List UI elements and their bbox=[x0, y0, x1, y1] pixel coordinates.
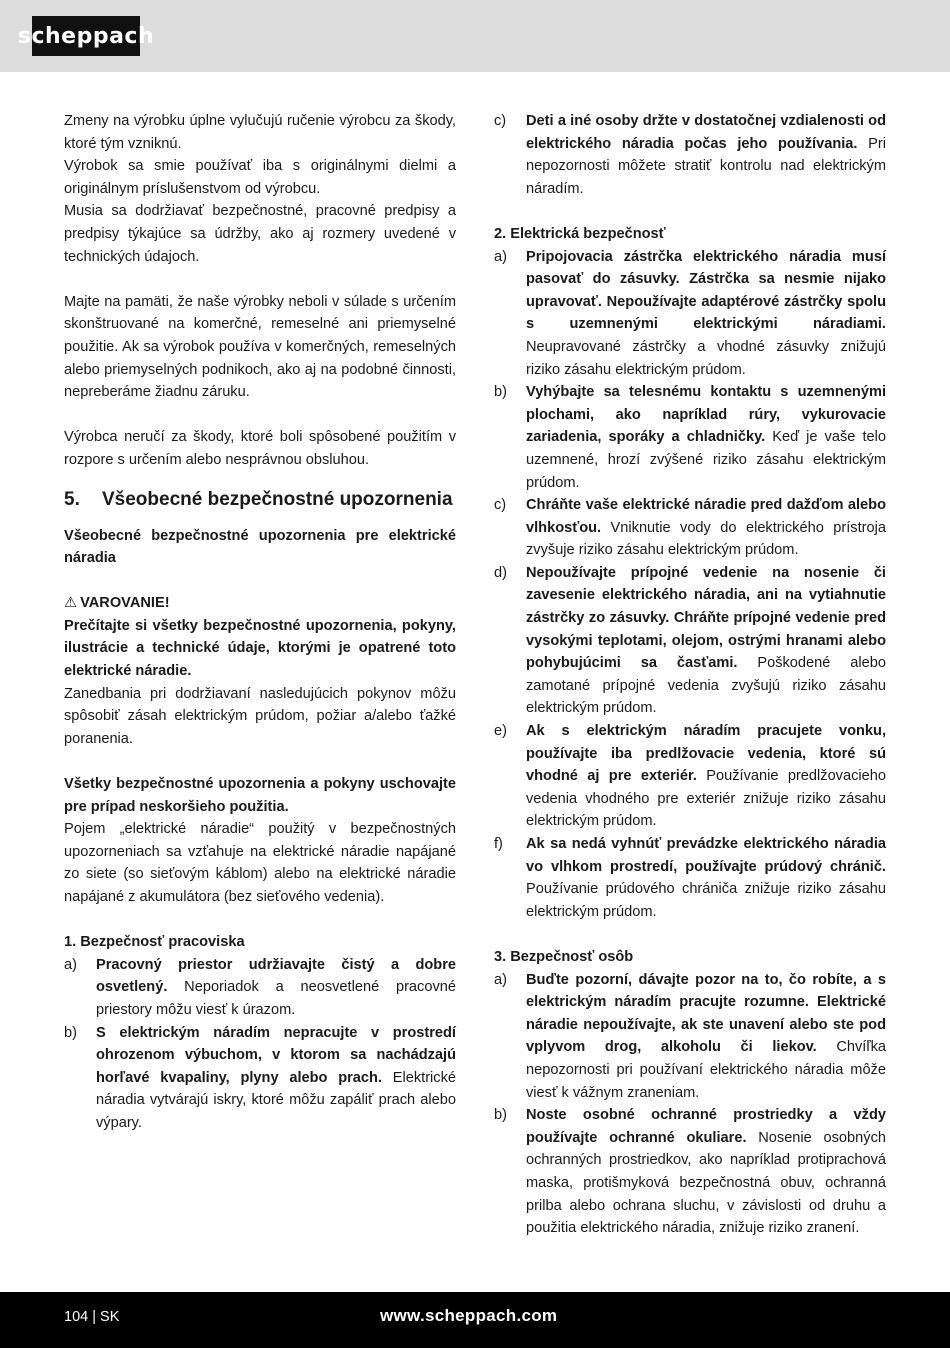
item-text: Nosenie osobných ochranných prostriedkov, ako napríklad protiprachová maska, protišmyková bezpečnostná obuv, ochranná prilba alebo ochrana sluchu, v závislosti od druhu a použitia elektrického náradia, znižuje riziko zranení. bbox=[526, 1129, 886, 1237]
list-item bbox=[494, 562, 886, 720]
item-text: Chvíľka nepozornosti pri používaní elektrického náradia môže viesť k vážnym zraneniam. bbox=[526, 1039, 887, 1101]
item-label: a) bbox=[64, 956, 77, 973]
page-number: 104 bbox=[64, 1309, 89, 1325]
item-text: Neporiadok a neosvetlené pracovné priestory môžu viesť k úrazom. bbox=[96, 979, 456, 1018]
list-item bbox=[494, 381, 886, 494]
subheading: Všeobecné bezpečnostné upozornenia pre elektrické náradia bbox=[64, 527, 456, 567]
language-code: SK bbox=[100, 1309, 120, 1325]
warning-label: VAROVANIE! bbox=[80, 595, 170, 612]
item-label: b) bbox=[494, 1107, 507, 1124]
item-text: Používanie predlžovacieho vedenia vhodného pre exteriér znižuje riziko zásahu elektrickým prúdom. bbox=[526, 768, 886, 830]
warning-triangle-icon: ⚠ bbox=[64, 595, 78, 612]
item-label: a) bbox=[494, 248, 507, 265]
item-bold: Vyhýbajte sa telesnému kontaktu s uzemnenými plochami, ako napríklad rúry, vykurovacie zariadenia, sporáky a chladničky. bbox=[526, 384, 886, 446]
item-label: f) bbox=[494, 836, 503, 852]
item-label: e) bbox=[494, 723, 507, 740]
item-label: a) bbox=[494, 971, 507, 988]
item-text: Poškodené alebo zamotané prípojné vedenia zvyšujú riziko zásahu elektrickým prúdom. bbox=[526, 655, 886, 717]
separator: | bbox=[92, 1309, 101, 1325]
brand-logo: scheppach bbox=[32, 16, 140, 56]
workplace-heading: 1. Bezpečnosť pracoviska bbox=[64, 934, 245, 951]
list-item bbox=[494, 494, 886, 562]
item-bold: S elektrickým náradím nepracujte v prostredí ohrozenom výbuchom, v ktorom sa nachádzajú horľavé kvapaliny, plyny alebo prach. bbox=[96, 1024, 456, 1086]
item-label: c) bbox=[494, 497, 507, 514]
item-bold: Noste osobné ochranné prostriedky a vždy používajte ochranné okuliare. bbox=[526, 1107, 886, 1146]
list-item bbox=[494, 833, 886, 923]
list-item bbox=[494, 720, 886, 833]
list-item bbox=[494, 1104, 886, 1240]
footer-bar bbox=[0, 1292, 950, 1348]
list-item bbox=[494, 246, 886, 382]
keep-instructions-text: Pojem „elektrické náradie“ použitý v bezpečnostných upozorneniach sa vzťahuje na elektrické náradie napájané zo siete (so sieťovým káblom) alebo na elektrické náradie napájané z akumulátora (bez sieťového vedenia). bbox=[64, 821, 456, 905]
paragraph: Majte na pamäti, že naše výrobky neboli v súlade s určením skonštruované na komerčné, remeselné ani priemyselné použitie. Ak sa výrobok používa v komerčných, remeselných alebo priemyselných podnikoch, ako aj na podobné činnosti, nepreberáme žiadnu záruku. bbox=[64, 293, 456, 401]
item-bold: Deti a iné osoby držte v dostatočnej vzdialenosti od elektrického náradia počas jeho používania. bbox=[526, 113, 886, 152]
item-bold: Ak sa nedá vyhnúť prevádzke elektrického náradia vo vlhkom prostredí, používajte prúdový chránič. bbox=[526, 836, 886, 875]
item-bold: Ak s elektrickým náradím pracujete vonku, používajte iba predlžovacie vedenia, ktoré sú vhodné aj pre exteriér. bbox=[526, 723, 886, 785]
item-text: Pri nepozornosti môžete stratiť kontrolu nad elektrickým náradím. bbox=[526, 135, 887, 197]
left-column bbox=[64, 110, 456, 1135]
item-bold: Pracovný priestor udržiavajte čistý a dobre osvetlený. bbox=[96, 956, 456, 996]
paragraph: Výrobca neručí za škody, ktoré boli spôsobené použitím v rozpore s určením alebo nesprávnou obsluhou. bbox=[64, 429, 456, 468]
item-bold: Chráňte vaše elektrické náradie pred dažďom alebo vlhkosťou. bbox=[526, 497, 886, 536]
item-bold: Buďte pozorní, dávajte pozor na to, čo robíte, a s elektrickým náradím pracujte rozumne. Elektrické náradie nepoužívajte, ak ste unavení alebo ste pod vplyvom drog, alkoholu či liekov. bbox=[526, 971, 886, 1056]
list-item bbox=[64, 1022, 456, 1135]
warning-bold: Prečítajte si všetky bezpečnostné upozornenia, pokyny, ilustrácie a technické údaje, ktorými je opatrené toto elektrické náradie. bbox=[64, 617, 456, 680]
right-column bbox=[494, 110, 886, 1240]
item-text: Keď je vaše telo uzemnené, hrozí zvýšené riziko zásahu elektrickým prúdom. bbox=[526, 429, 886, 491]
item-label: b) bbox=[64, 1024, 77, 1041]
paragraph: Výrobok sa smie používať iba s originálnymi dielmi a originálnym príslušenstvom od výrobcu. bbox=[64, 158, 456, 197]
warning-text: Zanedbania pri dodržiavaní nasledujúcich pokynov môžu spôsobiť zásah elektrickým prúdom, požiar a/alebo ťažké poranenia. bbox=[64, 685, 456, 747]
page-indicator bbox=[64, 1309, 119, 1325]
item-text: Používanie prúdového chrániča znižuje riziko zásahu elektrickým prúdom. bbox=[526, 881, 886, 920]
section-title bbox=[64, 488, 456, 511]
item-text: Neupravované zástrčky a vhodné zásuvky znižujú riziko zásahu elektrickým prúdom. bbox=[526, 338, 886, 378]
paragraph: Musia sa dodržiavať bezpečnostné, pracovné predpisy a predpisy týkajúce sa údržby, ako aj rozmery uvedené v technických údajoch. bbox=[64, 203, 456, 265]
item-label: d) bbox=[494, 564, 507, 581]
item-label: b) bbox=[494, 384, 507, 401]
section-title-text: Všeobecné bezpečnostné upozornenia bbox=[102, 488, 453, 510]
item-text: Vniknutie vody do elektrického prístroja zvyšuje riziko zásahu elektrickým prúdom. bbox=[526, 519, 886, 559]
list-item bbox=[64, 954, 456, 1022]
item-label: c) bbox=[494, 113, 507, 129]
personal-heading: 3. Bezpečnosť osôb bbox=[494, 948, 634, 965]
list-item bbox=[494, 110, 886, 200]
item-bold: Nepoužívajte prípojné vedenie na nosenie či zavesenie elektrického náradia, ani na vytiahnutie zástrčky zo zásuvky. Chráňte prípojné vedenie pred vysokými teplotami, olejom, ostrými hranami alebo pohybujúcimi sa časťami. bbox=[526, 564, 886, 672]
paragraph: Zmeny na výrobku úplne vylučujú ručenie výrobcu za škody, ktoré tým vzniknú. bbox=[64, 113, 456, 152]
item-text: Elektrické náradia vytvárajú iskry, ktoré môžu zapáliť prach alebo výpary. bbox=[96, 1069, 457, 1131]
section-number: 5. bbox=[64, 488, 80, 510]
header-bar bbox=[0, 0, 950, 72]
website-link[interactable]: www.scheppach.com bbox=[380, 1306, 558, 1325]
item-bold: Pripojovacia zástrčka elektrického náradia musí pasovať do zásuvky. Zástrčka sa nesmie nijako upravovať. Nepoužívajte adaptérové zástrčky spolu s uzemnenými elektrickými náradiami. bbox=[526, 248, 886, 333]
warning-heading bbox=[64, 592, 456, 615]
list-item bbox=[494, 969, 886, 1105]
keep-instructions-bold: Všetky bezpečnostné upozornenia a pokyny uschovajte pre prípad neskoršieho použitia. bbox=[64, 776, 456, 815]
electrical-heading: 2. Elektrická bezpečnosť bbox=[494, 225, 666, 242]
